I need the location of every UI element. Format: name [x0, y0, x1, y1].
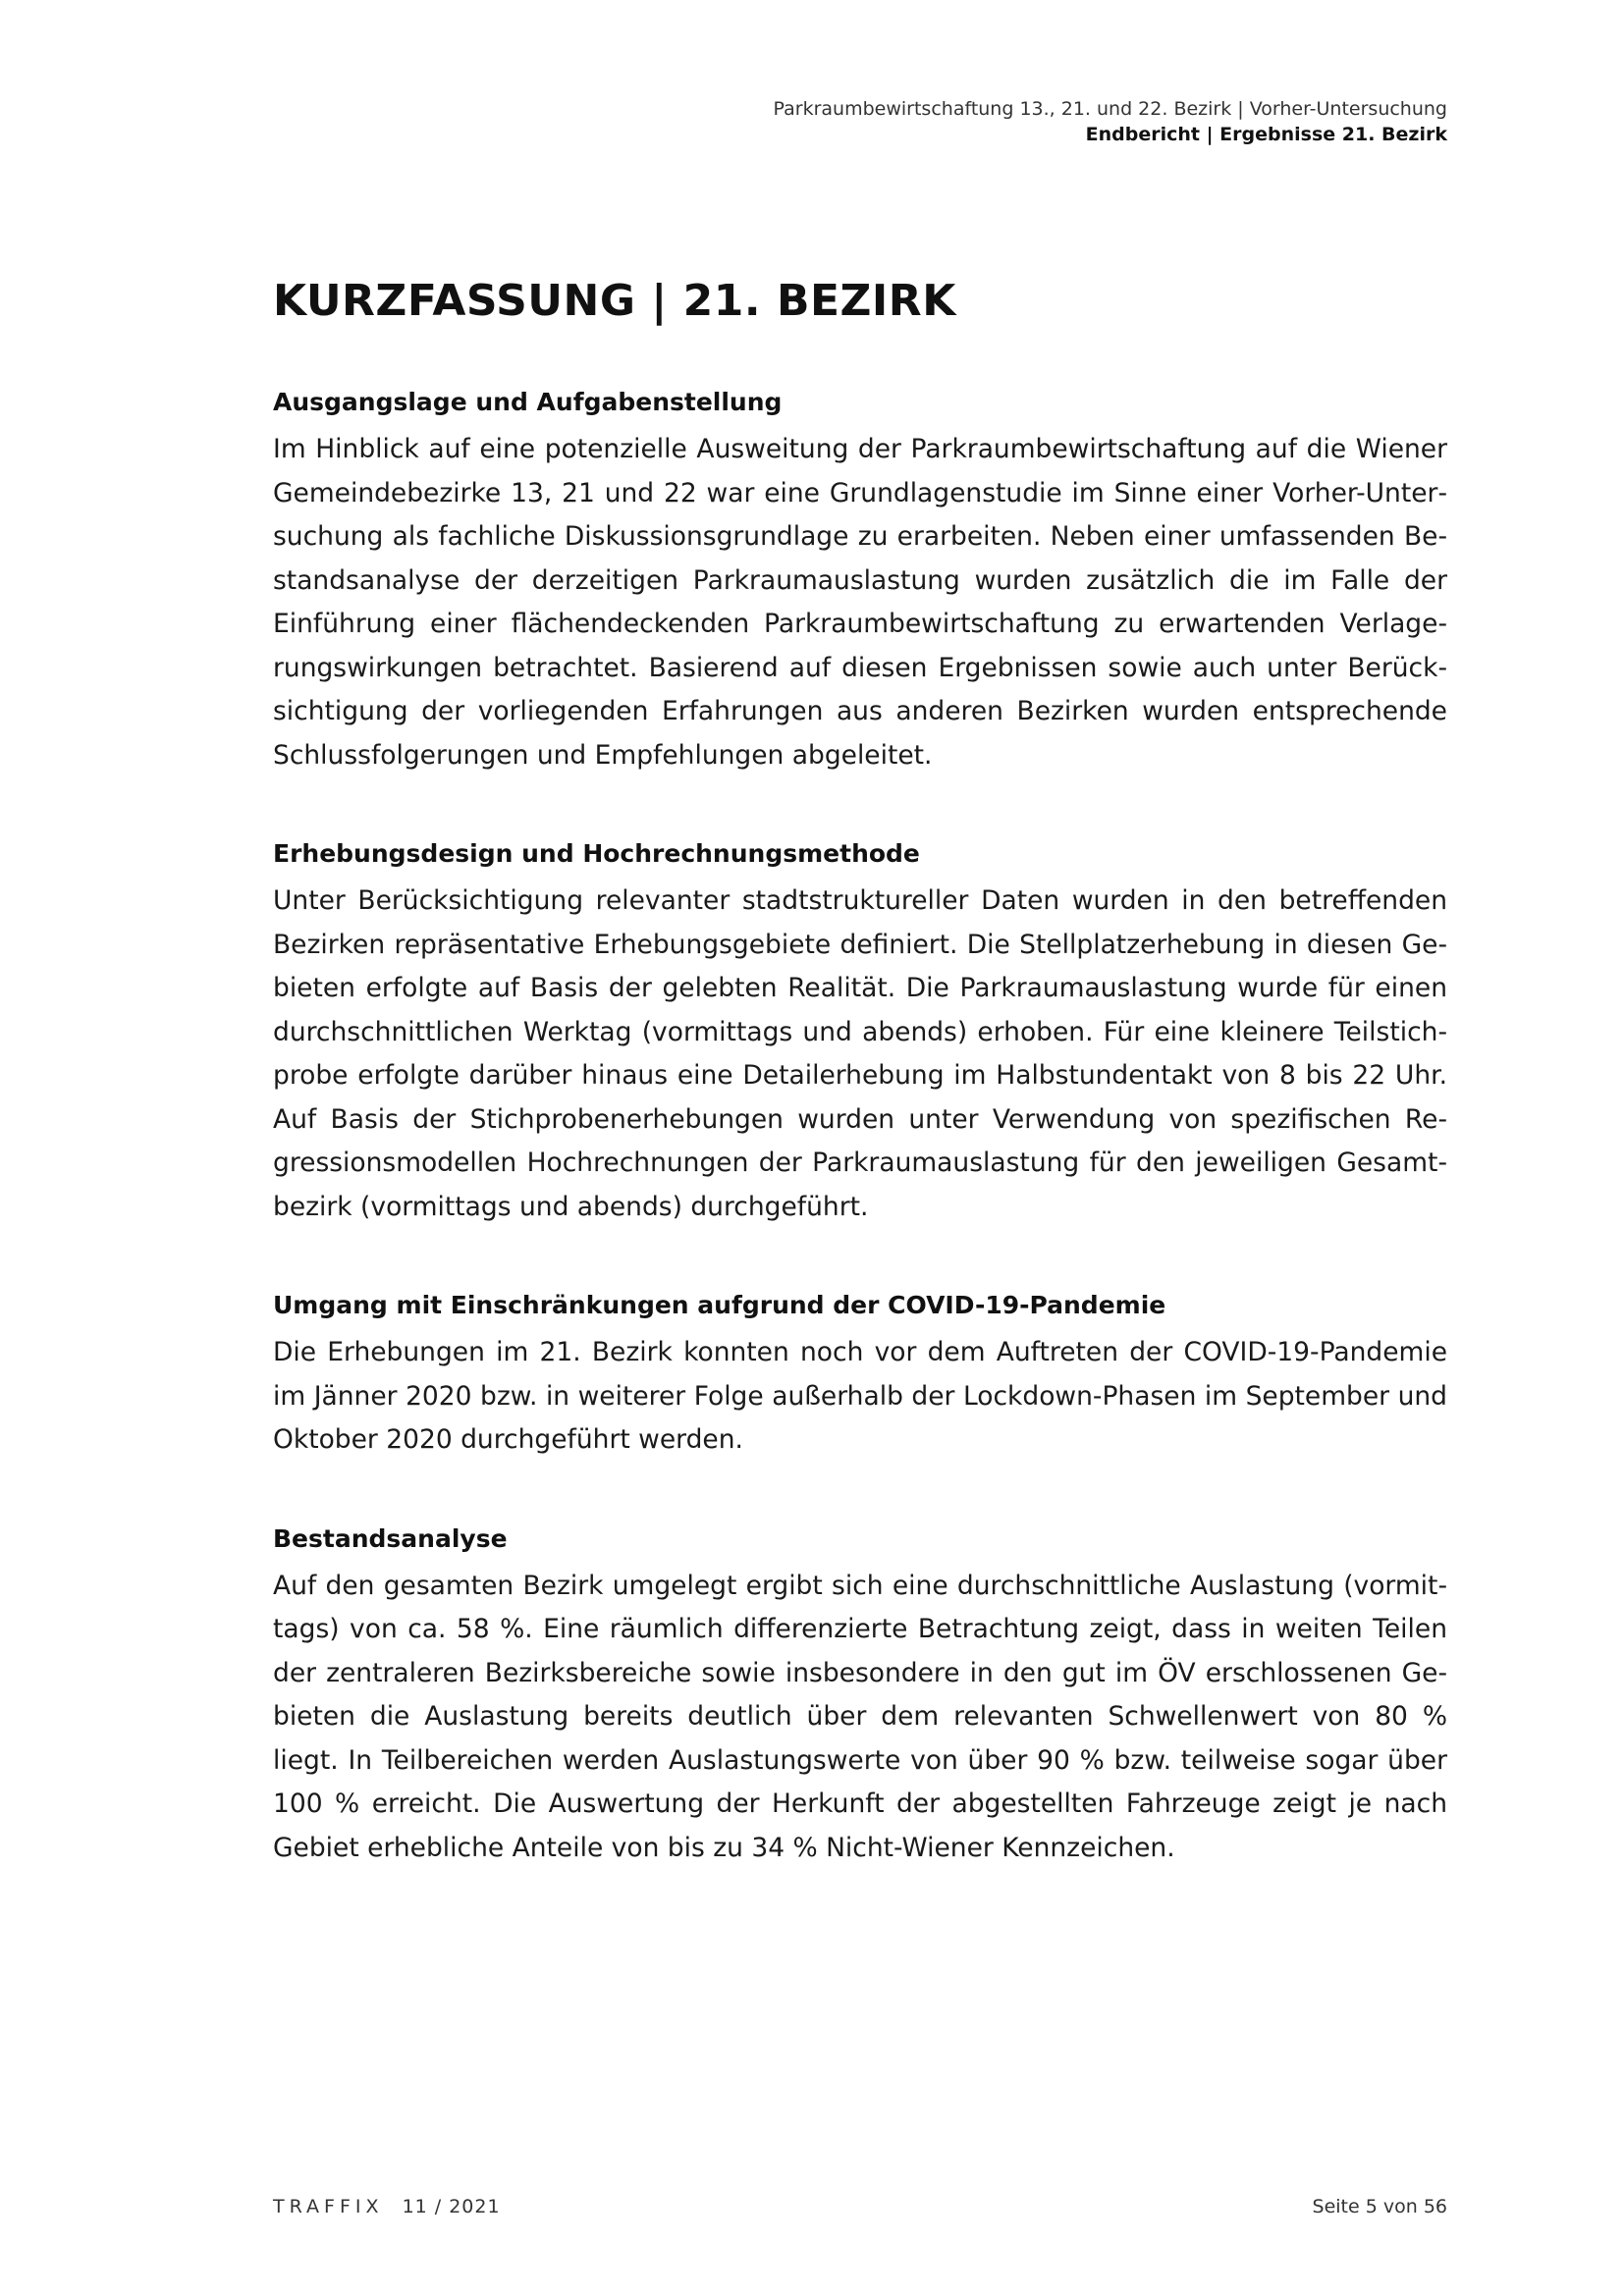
section-heading: Ausgangslage und Aufgabenstellung — [273, 388, 783, 416]
section-paragraph: Im Hinblick auf eine potenzielle Ausweitung der Parkraumbewirtschaftung auf die Wiener Gemeindebezirke 13, 21 und 22 war eine Grundlagenstudie im Sinne einer Vorher-Untersuchung als fachliche Diskussionsgrundlage zu erarbeiten. Neben einer umfassenden Bestandsanalyse der derzeitigen Parkraumauslastung wurden zusätzlich die im Falle der Einführung einer flächendeckenden Parkraumbewirtschaftung zu erwartenden Verlagerungswirkungen betrachtet. Basierend auf diesen Ergebnissen sowie auch unter Berücksichtigung der vorliegenden Erfahrungen aus anderen Bezirken wurden entsprechende Schlussfolgerungen und Empfehlungen abgeleitet. — [273, 434, 1447, 771]
section-erhebungsdesign — [273, 838, 1447, 1229]
footer-brand-date — [273, 2195, 501, 2218]
page-content — [273, 267, 1447, 1931]
section-covid — [273, 1290, 1447, 1463]
footer-page-number: Seite 5 von 56 — [1312, 2196, 1447, 2217]
page-title: KURZFASSUNG | 21. BEZIRK — [273, 276, 956, 326]
section-bestandsanalyse — [273, 1523, 1447, 1871]
header-report-section: Endbericht | Ergebnisse 21. Bezirk — [1085, 124, 1447, 145]
section-paragraph: Auf den gesamten Bezirk umgelegt ergibt sich eine durchschnittliche Auslastung (vormittags) von ca. 58 %. Eine räumlich differenzierte Betrachtung zeigt, dass in weiten Teilen der zentraleren Bezirksbereiche sowie insbesondere in den gut im ÖV erschlossenen Gebieten die Auslastung bereits deutlich über dem relevanten Schwellenwert von 80 % liegt. In Teilbereichen werden Auslastungswerte von über 90 % bzw. teilweise sogar über 100 % erreicht. Die Auswertung der Herkunft der abgestellten Fahrzeuge zeigt je nach Gebiet erhebliche Anteile von bis zu 34 % Nicht-Wiener Kennzeichen. — [273, 1570, 1447, 1863]
section-heading: Umgang mit Einschränkungen aufgrund der COVID-19-Pandemie — [273, 1291, 1166, 1319]
footer-date: 11 / 2021 — [402, 2196, 501, 2217]
section-heading: Erhebungsdesign und Hochrechnungsmethode — [273, 839, 920, 868]
section-heading: Bestandsanalyse — [273, 1523, 508, 1553]
section-ausgangslage — [273, 387, 1447, 777]
header-report-title: Parkraumbewirtschaftung 13., 21. und 22. Bezirk | Vorher-Untersuchung — [773, 98, 1447, 120]
footer-brand: TRAFFIX — [273, 2196, 384, 2217]
section-paragraph: Die Erhebungen im 21. Bezirk konnten noch vor dem Auftreten der COVID-19-Pandemie im Jänner 2020 bzw. in weiterer Folge außerhalb der Lockdown-Phasen im September und Oktober 2020 durchgeführt werden. — [273, 1337, 1447, 1455]
section-paragraph: Unter Berücksichtigung relevanter stadtstruktureller Daten wurden in den betreffenden Bezirken repräsentative Erhebungsgebiete definiert. Die Stellplatzerhebung in diesen Gebieten erfolgte auf Basis der gelebten Realität. Die Parkraumauslastung wurde für einen durchschnittlichen Werktag (vormittags und abends) erhoben. Für eine kleinere Teilstichprobe erfolgte darüber hinaus eine Detailerhebung im Halbstundentakt von 8 bis 22 Uhr. Auf Basis der Stichprobenerhebungen wurden unter Verwendung von spezifischen Regressionsmodellen Hochrechnungen der Parkraumauslastung für den jeweiligen Gesamtbezirk (vormittags und abends) durchgeführt. — [273, 885, 1447, 1222]
running-header — [774, 96, 1447, 147]
